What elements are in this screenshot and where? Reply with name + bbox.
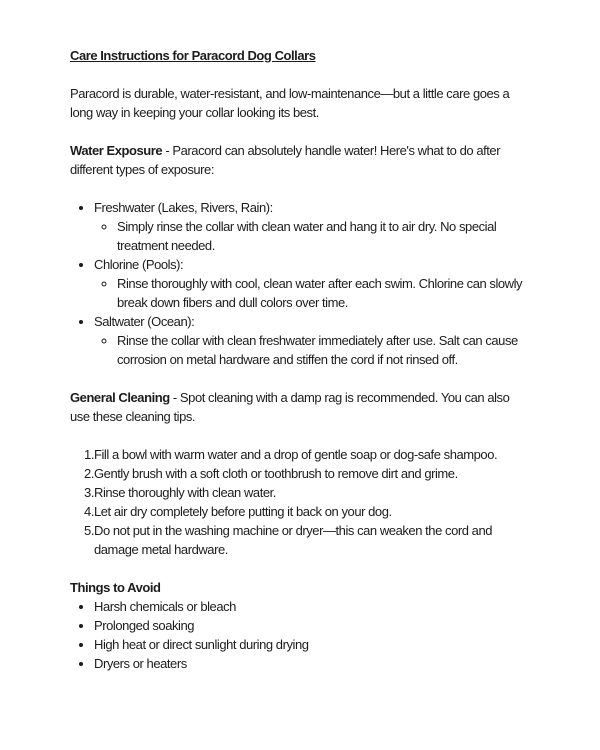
- cleaning-step: Gently brush with a soft cloth or toothbrush to remove dirt and grime.: [94, 466, 458, 481]
- list-item-label: Freshwater (Lakes, Rivers, Rain):: [94, 200, 273, 215]
- things-to-avoid-heading: Things to Avoid: [70, 580, 161, 595]
- water-exposure-list: [70, 198, 532, 369]
- avoid-item: • Prolonged soaking: [94, 616, 532, 635]
- cleaning-steps-list: [70, 445, 532, 559]
- cleaning-step: Fill a bowl with warm water and a drop of gentle soap or dog-safe shampoo.: [94, 447, 498, 462]
- list-item-freshwater: [94, 198, 532, 255]
- general-cleaning-paragraph: [70, 388, 532, 426]
- document-title: Care Instructions for Paracord Dog Collars: [70, 48, 316, 63]
- cleaning-step: Let air dry completely before putting it back on your dog.: [94, 504, 392, 519]
- avoid-item: • High heat or direct sunlight during drying: [94, 635, 532, 654]
- things-to-avoid-list: [70, 597, 532, 673]
- saltwater-sub-list: [94, 331, 532, 369]
- intro-paragraph: Paracord is durable, water-resistant, and low-maintenance—but a little care goes a long way in keeping your collar looking its best.: [70, 86, 510, 120]
- sub-list-item: ◦ Rinse the collar with clean freshwater immediately after use. Salt can cause corrosion on metal hardware and stiffen the cord if not rinsed off.: [117, 331, 532, 369]
- chlorine-sub-list: [94, 274, 532, 312]
- things-to-avoid-paragraph: [70, 578, 532, 597]
- cleaning-step: Rinse thoroughly with clean water.: [94, 485, 276, 500]
- general-cleaning-text: - Spot cleaning with a damp rag is recommended. You can also use these cleaning tips.: [70, 390, 510, 424]
- list-item-saltwater: [94, 312, 532, 369]
- sub-list-item: ◦ Simply rinse the collar with clean water and hang it to air dry. No special treatment needed.: [117, 217, 532, 255]
- list-item-chlorine: [94, 255, 532, 312]
- cleaning-step: Do not put in the washing machine or dryer—this can weaken the cord and damage metal hardware.: [94, 523, 493, 557]
- general-cleaning-heading: General Cleaning: [70, 390, 170, 405]
- sub-list-item: ◦ Rinse thoroughly with cool, clean water after each swim. Chlorine can slowly break down fibers and dull colors over time.: [117, 274, 532, 312]
- list-item-label: Saltwater (Ocean):: [94, 314, 195, 329]
- water-exposure-heading: Water Exposure: [70, 143, 163, 158]
- water-exposure-text: - Paracord can absolutely handle water! Here's what to do after different types of exposure:: [70, 143, 501, 177]
- avoid-item: • Dryers or heaters: [94, 654, 532, 673]
- list-item-label: Chlorine (Pools):: [94, 257, 184, 272]
- water-exposure-paragraph: [70, 141, 532, 179]
- avoid-item: • Harsh chemicals or bleach: [94, 597, 532, 616]
- freshwater-sub-list: [94, 217, 532, 255]
